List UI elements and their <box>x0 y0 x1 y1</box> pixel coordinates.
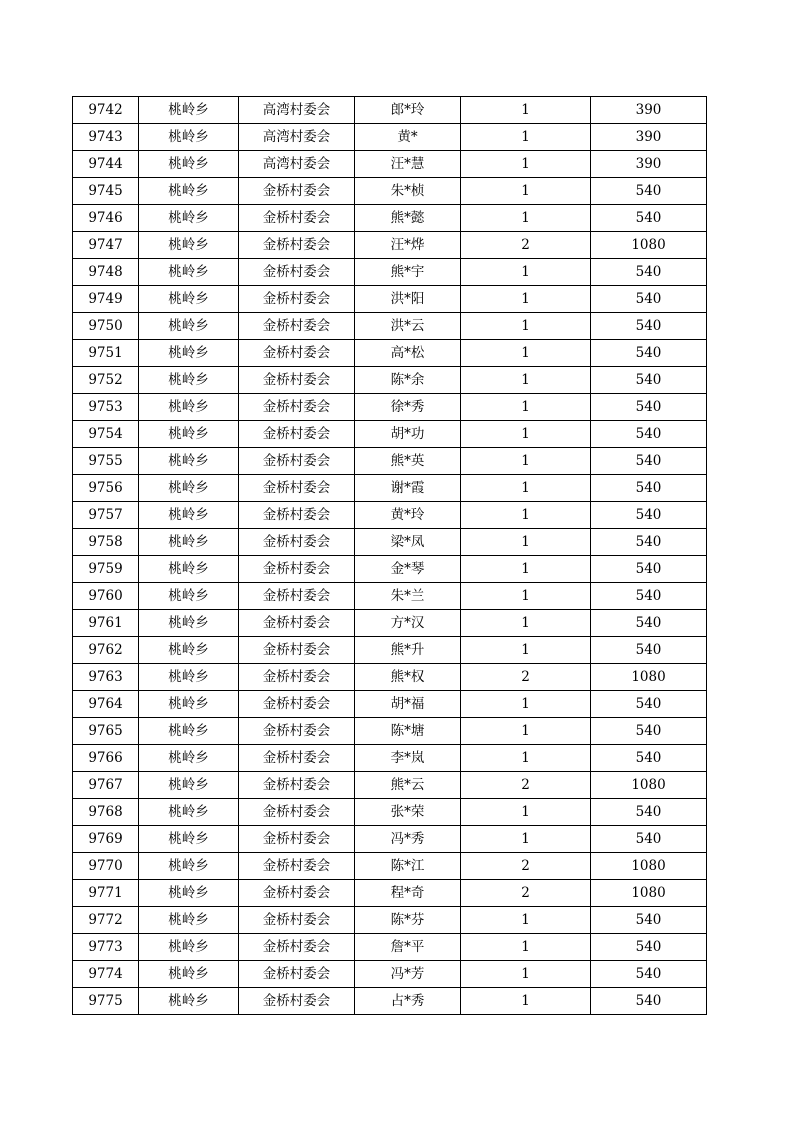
serial-number-cell: 9766 <box>73 745 139 772</box>
count-cell: 1 <box>461 529 591 556</box>
name-cell: 汪*烨 <box>355 232 461 259</box>
township-cell: 桃岭乡 <box>139 934 239 961</box>
amount-cell: 540 <box>591 340 707 367</box>
table-row <box>73 799 707 826</box>
name-cell: 熊*权 <box>355 664 461 691</box>
amount-cell: 540 <box>591 691 707 718</box>
name-cell: 冯*秀 <box>355 826 461 853</box>
table-row <box>73 151 707 178</box>
serial-number-cell: 9751 <box>73 340 139 367</box>
table-row <box>73 124 707 151</box>
serial-number-cell: 9764 <box>73 691 139 718</box>
table-row <box>73 340 707 367</box>
amount-cell: 1080 <box>591 232 707 259</box>
village-committee-cell: 金桥村委会 <box>239 259 355 286</box>
amount-cell: 540 <box>591 907 707 934</box>
name-cell: 黄* <box>355 124 461 151</box>
name-cell: 方*汉 <box>355 610 461 637</box>
serial-number-cell: 9757 <box>73 502 139 529</box>
amount-cell: 540 <box>591 826 707 853</box>
name-cell: 陈*余 <box>355 367 461 394</box>
village-committee-cell: 金桥村委会 <box>239 502 355 529</box>
name-cell: 汪*慧 <box>355 151 461 178</box>
village-committee-cell: 金桥村委会 <box>239 961 355 988</box>
township-cell: 桃岭乡 <box>139 826 239 853</box>
village-committee-cell: 金桥村委会 <box>239 421 355 448</box>
township-cell: 桃岭乡 <box>139 205 239 232</box>
amount-cell: 1080 <box>591 853 707 880</box>
count-cell: 1 <box>461 97 591 124</box>
name-cell: 张*荣 <box>355 799 461 826</box>
amount-cell: 390 <box>591 97 707 124</box>
serial-number-cell: 9755 <box>73 448 139 475</box>
serial-number-cell: 9745 <box>73 178 139 205</box>
village-committee-cell: 金桥村委会 <box>239 367 355 394</box>
count-cell: 1 <box>461 610 591 637</box>
name-cell: 李*岚 <box>355 745 461 772</box>
serial-number-cell: 9750 <box>73 313 139 340</box>
township-cell: 桃岭乡 <box>139 718 239 745</box>
name-cell: 高*松 <box>355 340 461 367</box>
township-cell: 桃岭乡 <box>139 313 239 340</box>
township-cell: 桃岭乡 <box>139 178 239 205</box>
count-cell: 1 <box>461 340 591 367</box>
count-cell: 2 <box>461 664 591 691</box>
name-cell: 洪*阳 <box>355 286 461 313</box>
table-row <box>73 205 707 232</box>
table-row <box>73 313 707 340</box>
count-cell: 2 <box>461 880 591 907</box>
serial-number-cell: 9749 <box>73 286 139 313</box>
name-cell: 陈*芬 <box>355 907 461 934</box>
name-cell: 黄*玲 <box>355 502 461 529</box>
serial-number-cell: 9753 <box>73 394 139 421</box>
serial-number-cell: 9771 <box>73 880 139 907</box>
amount-cell: 540 <box>591 583 707 610</box>
village-committee-cell: 金桥村委会 <box>239 583 355 610</box>
township-cell: 桃岭乡 <box>139 907 239 934</box>
name-cell: 熊*宇 <box>355 259 461 286</box>
table-row <box>73 610 707 637</box>
township-cell: 桃岭乡 <box>139 637 239 664</box>
table-row <box>73 772 707 799</box>
table-row <box>73 853 707 880</box>
village-committee-cell: 金桥村委会 <box>239 772 355 799</box>
table-row <box>73 880 707 907</box>
serial-number-cell: 9767 <box>73 772 139 799</box>
township-cell: 桃岭乡 <box>139 529 239 556</box>
table-row <box>73 826 707 853</box>
amount-cell: 1080 <box>591 664 707 691</box>
amount-cell: 540 <box>591 988 707 1015</box>
table-row <box>73 529 707 556</box>
table-row <box>73 259 707 286</box>
village-committee-cell: 金桥村委会 <box>239 313 355 340</box>
township-cell: 桃岭乡 <box>139 583 239 610</box>
count-cell: 1 <box>461 907 591 934</box>
village-committee-cell: 金桥村委会 <box>239 610 355 637</box>
township-cell: 桃岭乡 <box>139 772 239 799</box>
count-cell: 1 <box>461 502 591 529</box>
amount-cell: 540 <box>591 259 707 286</box>
village-committee-cell: 金桥村委会 <box>239 556 355 583</box>
table-body <box>73 97 707 1015</box>
table-row <box>73 583 707 610</box>
village-committee-cell: 高湾村委会 <box>239 151 355 178</box>
count-cell: 1 <box>461 259 591 286</box>
name-cell: 熊*云 <box>355 772 461 799</box>
count-cell: 1 <box>461 826 591 853</box>
serial-number-cell: 9761 <box>73 610 139 637</box>
amount-cell: 540 <box>591 799 707 826</box>
table-row <box>73 556 707 583</box>
township-cell: 桃岭乡 <box>139 151 239 178</box>
serial-number-cell: 9742 <box>73 97 139 124</box>
count-cell: 1 <box>461 745 591 772</box>
serial-number-cell: 9758 <box>73 529 139 556</box>
table-row <box>73 691 707 718</box>
amount-cell: 540 <box>591 367 707 394</box>
village-committee-cell: 金桥村委会 <box>239 637 355 664</box>
serial-number-cell: 9768 <box>73 799 139 826</box>
table-row <box>73 907 707 934</box>
table-row <box>73 286 707 313</box>
count-cell: 1 <box>461 286 591 313</box>
count-cell: 2 <box>461 772 591 799</box>
township-cell: 桃岭乡 <box>139 232 239 259</box>
serial-number-cell: 9748 <box>73 259 139 286</box>
amount-cell: 390 <box>591 124 707 151</box>
amount-cell: 540 <box>591 718 707 745</box>
village-committee-cell: 金桥村委会 <box>239 448 355 475</box>
amount-cell: 540 <box>591 394 707 421</box>
township-cell: 桃岭乡 <box>139 961 239 988</box>
count-cell: 1 <box>461 448 591 475</box>
table-row <box>73 718 707 745</box>
count-cell: 2 <box>461 232 591 259</box>
village-committee-cell: 金桥村委会 <box>239 205 355 232</box>
count-cell: 1 <box>461 556 591 583</box>
village-committee-cell: 金桥村委会 <box>239 745 355 772</box>
table-row <box>73 502 707 529</box>
serial-number-cell: 9770 <box>73 853 139 880</box>
serial-number-cell: 9743 <box>73 124 139 151</box>
count-cell: 1 <box>461 178 591 205</box>
table-row <box>73 97 707 124</box>
amount-cell: 540 <box>591 745 707 772</box>
amount-cell: 540 <box>591 502 707 529</box>
table-row <box>73 448 707 475</box>
village-committee-cell: 金桥村委会 <box>239 178 355 205</box>
village-committee-cell: 金桥村委会 <box>239 853 355 880</box>
amount-cell: 540 <box>591 448 707 475</box>
name-cell: 熊*英 <box>355 448 461 475</box>
amount-cell: 540 <box>591 556 707 583</box>
village-committee-cell: 高湾村委会 <box>239 97 355 124</box>
name-cell: 程*奇 <box>355 880 461 907</box>
amount-cell: 540 <box>591 610 707 637</box>
serial-number-cell: 9774 <box>73 961 139 988</box>
count-cell: 1 <box>461 583 591 610</box>
name-cell: 熊*懿 <box>355 205 461 232</box>
serial-number-cell: 9756 <box>73 475 139 502</box>
table-row <box>73 664 707 691</box>
village-committee-cell: 金桥村委会 <box>239 394 355 421</box>
township-cell: 桃岭乡 <box>139 367 239 394</box>
serial-number-cell: 9746 <box>73 205 139 232</box>
amount-cell: 540 <box>591 934 707 961</box>
count-cell: 1 <box>461 637 591 664</box>
table-row <box>73 934 707 961</box>
village-committee-cell: 金桥村委会 <box>239 934 355 961</box>
count-cell: 2 <box>461 853 591 880</box>
village-committee-cell: 金桥村委会 <box>239 799 355 826</box>
amount-cell: 540 <box>591 421 707 448</box>
name-cell: 熊*升 <box>355 637 461 664</box>
serial-number-cell: 9759 <box>73 556 139 583</box>
table-row <box>73 421 707 448</box>
serial-number-cell: 9760 <box>73 583 139 610</box>
serial-number-cell: 9769 <box>73 826 139 853</box>
serial-number-cell: 9765 <box>73 718 139 745</box>
table-row <box>73 232 707 259</box>
township-cell: 桃岭乡 <box>139 853 239 880</box>
township-cell: 桃岭乡 <box>139 799 239 826</box>
township-cell: 桃岭乡 <box>139 880 239 907</box>
table-row <box>73 988 707 1015</box>
township-cell: 桃岭乡 <box>139 448 239 475</box>
count-cell: 1 <box>461 394 591 421</box>
amount-cell: 540 <box>591 286 707 313</box>
name-cell: 洪*云 <box>355 313 461 340</box>
township-cell: 桃岭乡 <box>139 691 239 718</box>
serial-number-cell: 9772 <box>73 907 139 934</box>
table-row <box>73 637 707 664</box>
count-cell: 1 <box>461 934 591 961</box>
township-cell: 桃岭乡 <box>139 556 239 583</box>
amount-cell: 540 <box>591 529 707 556</box>
serial-number-cell: 9775 <box>73 988 139 1015</box>
name-cell: 占*秀 <box>355 988 461 1015</box>
amount-cell: 540 <box>591 475 707 502</box>
table-row <box>73 745 707 772</box>
name-cell: 金*琴 <box>355 556 461 583</box>
name-cell: 朱*桢 <box>355 178 461 205</box>
village-committee-cell: 高湾村委会 <box>239 124 355 151</box>
table-row <box>73 394 707 421</box>
name-cell: 胡*福 <box>355 691 461 718</box>
serial-number-cell: 9744 <box>73 151 139 178</box>
serial-number-cell: 9752 <box>73 367 139 394</box>
table-row <box>73 367 707 394</box>
township-cell: 桃岭乡 <box>139 259 239 286</box>
serial-number-cell: 9762 <box>73 637 139 664</box>
amount-cell: 540 <box>591 178 707 205</box>
name-cell: 陈*江 <box>355 853 461 880</box>
name-cell: 朱*兰 <box>355 583 461 610</box>
subsidy-table <box>72 96 707 1015</box>
count-cell: 1 <box>461 961 591 988</box>
amount-cell: 540 <box>591 637 707 664</box>
count-cell: 1 <box>461 421 591 448</box>
village-committee-cell: 金桥村委会 <box>239 529 355 556</box>
count-cell: 1 <box>461 799 591 826</box>
count-cell: 1 <box>461 475 591 502</box>
count-cell: 1 <box>461 988 591 1015</box>
count-cell: 1 <box>461 691 591 718</box>
amount-cell: 540 <box>591 313 707 340</box>
township-cell: 桃岭乡 <box>139 421 239 448</box>
village-committee-cell: 金桥村委会 <box>239 232 355 259</box>
name-cell: 谢*霞 <box>355 475 461 502</box>
township-cell: 桃岭乡 <box>139 97 239 124</box>
township-cell: 桃岭乡 <box>139 502 239 529</box>
township-cell: 桃岭乡 <box>139 610 239 637</box>
township-cell: 桃岭乡 <box>139 286 239 313</box>
village-committee-cell: 金桥村委会 <box>239 691 355 718</box>
count-cell: 1 <box>461 151 591 178</box>
amount-cell: 1080 <box>591 880 707 907</box>
village-committee-cell: 金桥村委会 <box>239 907 355 934</box>
amount-cell: 540 <box>591 961 707 988</box>
table-row <box>73 178 707 205</box>
count-cell: 1 <box>461 313 591 340</box>
township-cell: 桃岭乡 <box>139 745 239 772</box>
village-committee-cell: 金桥村委会 <box>239 988 355 1015</box>
name-cell: 詹*平 <box>355 934 461 961</box>
serial-number-cell: 9773 <box>73 934 139 961</box>
serial-number-cell: 9747 <box>73 232 139 259</box>
amount-cell: 1080 <box>591 772 707 799</box>
name-cell: 徐*秀 <box>355 394 461 421</box>
township-cell: 桃岭乡 <box>139 394 239 421</box>
count-cell: 1 <box>461 367 591 394</box>
village-committee-cell: 金桥村委会 <box>239 475 355 502</box>
name-cell: 胡*功 <box>355 421 461 448</box>
name-cell: 陈*塘 <box>355 718 461 745</box>
name-cell: 冯*芳 <box>355 961 461 988</box>
name-cell: 梁*凤 <box>355 529 461 556</box>
amount-cell: 390 <box>591 151 707 178</box>
count-cell: 1 <box>461 205 591 232</box>
township-cell: 桃岭乡 <box>139 340 239 367</box>
village-committee-cell: 金桥村委会 <box>239 286 355 313</box>
count-cell: 1 <box>461 718 591 745</box>
township-cell: 桃岭乡 <box>139 664 239 691</box>
table-row <box>73 475 707 502</box>
serial-number-cell: 9763 <box>73 664 139 691</box>
table-row <box>73 961 707 988</box>
village-committee-cell: 金桥村委会 <box>239 340 355 367</box>
name-cell: 郎*玲 <box>355 97 461 124</box>
township-cell: 桃岭乡 <box>139 475 239 502</box>
village-committee-cell: 金桥村委会 <box>239 880 355 907</box>
village-committee-cell: 金桥村委会 <box>239 718 355 745</box>
village-committee-cell: 金桥村委会 <box>239 826 355 853</box>
amount-cell: 540 <box>591 205 707 232</box>
village-committee-cell: 金桥村委会 <box>239 664 355 691</box>
township-cell: 桃岭乡 <box>139 124 239 151</box>
count-cell: 1 <box>461 124 591 151</box>
township-cell: 桃岭乡 <box>139 988 239 1015</box>
serial-number-cell: 9754 <box>73 421 139 448</box>
